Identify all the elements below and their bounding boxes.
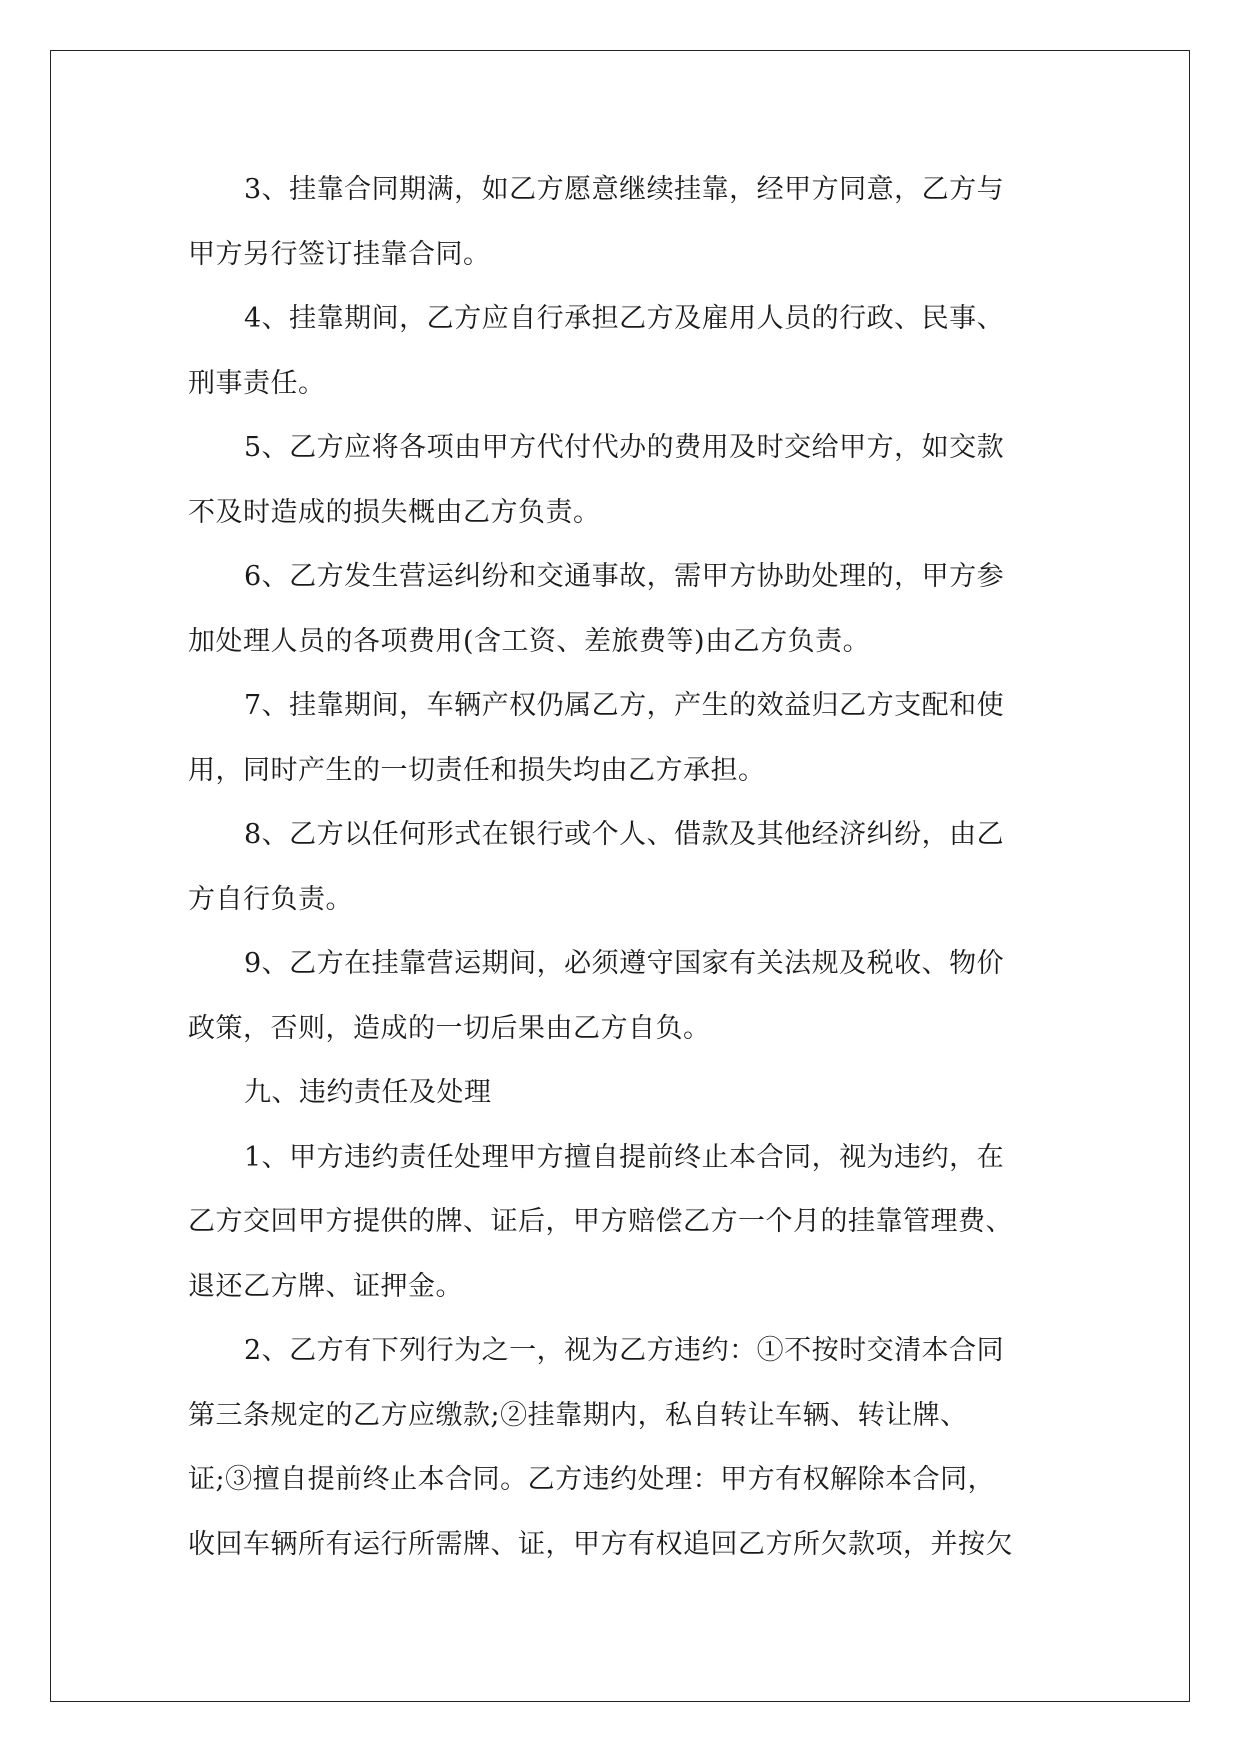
section-heading: 九、违约责任及处理 (244, 1077, 492, 1108)
text-line: 政策，否则，造成的一切后果由乙方自负。 (188, 1012, 711, 1044)
text-line: 9、乙方在挂靠营运期间，必须遵守国家有关法规及税收、物价 (244, 948, 1005, 979)
text-line: 证;③擅自提前终止本合同。乙方违约处理：甲方有权解除本合同， (188, 1464, 996, 1495)
text-line: 2、乙方有下列行为之一，视为乙方违约：①不按时交清本合同 (244, 1335, 1005, 1366)
text-line: 乙方交回甲方提供的牌、证后，甲方赔偿乙方一个月的挂靠管理费、 (188, 1206, 1013, 1237)
text-line: 第三条规定的乙方应缴款;②挂靠期内，私自转让车辆、转让牌、 (188, 1399, 968, 1431)
text-line: 6、乙方发生营运纠纷和交通事故，需甲方协助处理的，甲方参 (244, 561, 1005, 592)
text-line: 用，同时产生的一切责任和损失均由乙方承担。 (188, 754, 766, 786)
document-body (188, 158, 1068, 1577)
text-line: 4、挂靠期间，乙方应自行承担乙方及雇用人员的行政、民事、 (244, 303, 1005, 334)
text-line: 甲方另行签订挂靠合同。 (188, 238, 491, 270)
text-line: 8、乙方以任何形式在银行或个人、借款及其他经济纠纷，由乙 (244, 819, 1005, 850)
text-line: 3、挂靠合同期满，如乙方愿意继续挂靠，经甲方同意，乙方与 (244, 174, 1005, 205)
text-line: 收回车辆所有运行所需牌、证，甲方有权追回乙方所欠款项，并按欠 (188, 1528, 1013, 1560)
text-line: 1、甲方违约责任处理甲方擅自提前终止本合同，视为违约，在 (244, 1141, 1005, 1173)
text-line: 方自行负责。 (188, 883, 353, 915)
text-line: 不及时造成的损失概由乙方负责。 (188, 496, 601, 528)
text-line: 加处理人员的各项费用(含工资、差旅费等)由乙方负责。 (188, 625, 871, 657)
text-line: 退还乙方牌、证押金。 (188, 1270, 463, 1302)
text-line: 5、乙方应将各项由甲方代付代办的费用及时交给甲方，如交款 (244, 432, 1005, 463)
text-line: 7、挂靠期间，车辆产权仍属乙方，产生的效益归乙方支配和使 (244, 690, 1005, 721)
text-line: 刑事责任。 (188, 367, 326, 399)
